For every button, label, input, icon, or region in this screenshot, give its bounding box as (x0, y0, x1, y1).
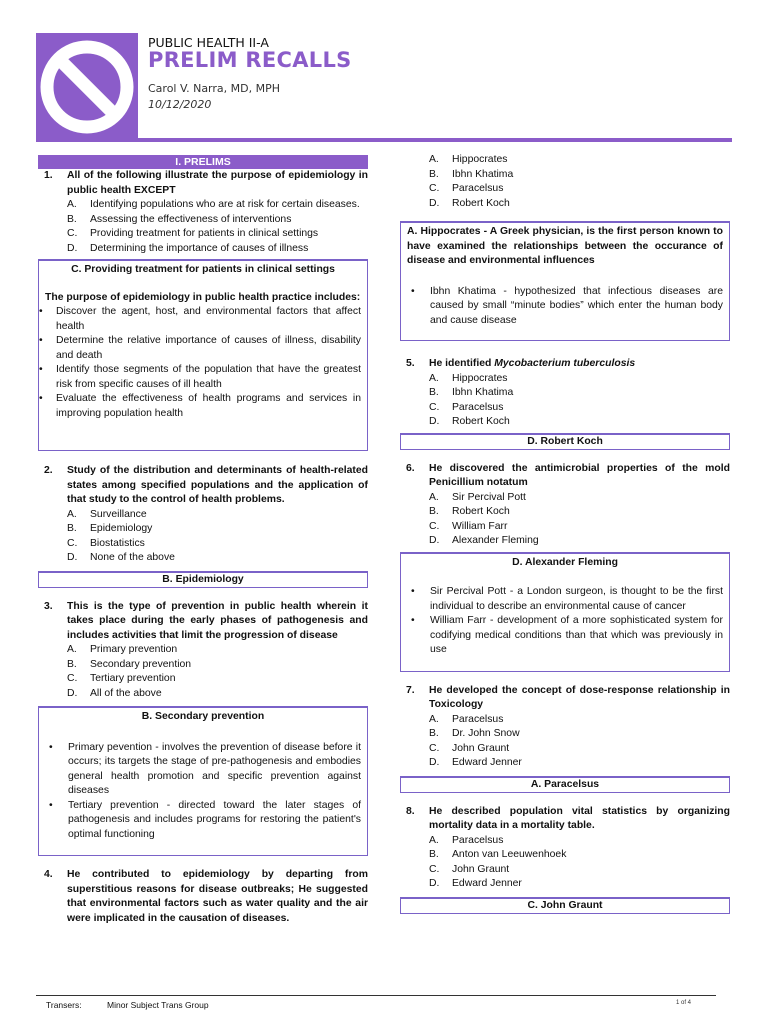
question-8: 8. He described population vital statistics by organizing mortality data in a mortality table. (400, 805, 730, 834)
footer-divider (36, 995, 716, 996)
option: B. Ibhn Khatima (429, 168, 514, 180)
question-text: He contributed to epidemiology by departing from superstitious reasons for disease outbreaks; He suggested that environmental factors such as water quality and the air were implicated in the causation of diseases. (67, 869, 368, 924)
bullet-item: • Ibhn Khatima - hypothesized that infectious diseases are caused by small “minute bodies” which enter the human body and cause disease (411, 285, 723, 326)
course-title: PUBLIC HEALTH II-A (148, 35, 269, 50)
options-2 (38, 508, 368, 566)
option: C. Paracelsus (429, 183, 504, 194)
options-8 (400, 834, 730, 892)
answer-text: A. Paracelsus (530, 778, 600, 790)
option: B. Assessing the effectiveness of interventions (67, 213, 292, 225)
option: A. Hippocrates (429, 372, 508, 384)
answer-box-8 (400, 897, 730, 914)
answer-text: D. Alexander Fleming (512, 556, 618, 568)
bullet-item: • Primary pevention - involves the prevention of disease before it occurs; its targets the stage of pre-pathogenesis and embodies general health promotion and specific prevention against diseases (49, 741, 361, 796)
options-7 (400, 713, 730, 771)
option: B. Ibhn Khatima (429, 387, 514, 398)
bullet-item: • Evaluate the effectiveness of health programs and services in improving population health (39, 393, 361, 419)
question-4: 4. He contributed to epidemiology by departing from superstitious reasons for disease outbreaks; He suggested that environmental factors such as water quality and the air were implicated in the causation of diseases. (38, 868, 368, 926)
bullet-item: • Sir Percival Pott - a London surgeon, is thought to be the first individual to describe an environmental cause of cancer (411, 586, 723, 612)
bullet-item: • Determine the relative importance of causes of illness, disability and death (39, 335, 361, 361)
question-5: 5. He identified Mycobacterium tuberculosis (400, 357, 730, 372)
question-text: All of the following illustrate the purpose of epidemiology in public health EXCEPT (67, 170, 368, 196)
question-text: He discovered the antimicrobial properties of the mold Penicillium notatum (429, 462, 730, 488)
option: D. All of the above (67, 687, 162, 699)
option: A. Paracelsus (429, 834, 504, 846)
option: C. John Graunt (429, 863, 510, 875)
answer-text: C. Providing treatment for patients in clinical settings (71, 264, 335, 275)
question-text: He described population vital statistics by organizing mortality data in a mortality table. (429, 805, 730, 831)
note-title: The purpose of epidemiology in public health practice includes: (45, 291, 361, 303)
answer-text: C. John Graunt (527, 899, 603, 911)
question-text: He identified Mycobacterium tuberculosis (429, 358, 636, 369)
option: D. Robert Koch (429, 197, 510, 209)
option: A. Hippocrates (429, 154, 508, 165)
option: D. Alexander Fleming (429, 535, 539, 546)
option: C. John Graunt (429, 742, 510, 754)
answer-text: B. Epidemiology (162, 573, 244, 585)
bullet-item: • Identify those segments of the population that have the greatest risk from specific causes of ill health (39, 364, 361, 390)
question-text: He developed the concept of dose-response relationship in Toxicology (429, 684, 730, 710)
option: B. Epidemiology (67, 523, 153, 534)
bullet-item: • Discover the agent, host, and environmental factors that affect health (39, 306, 361, 332)
question-3: 3. This is the type of prevention in public health wherein it takes place during the early phases of pathogenesis and includes activities that limit the progression of disease (38, 600, 368, 644)
option: A. Primary prevention (67, 644, 178, 655)
options-1 (38, 198, 368, 256)
option: A. Sir Percival Pott (429, 491, 526, 503)
page-title: PRELIM RECALLS (148, 48, 352, 72)
option: C. Paracelsus (429, 401, 504, 413)
section-header: I. PRELIMS (38, 155, 368, 169)
answer-box-7 (400, 776, 730, 793)
option: A. Identifying populations who are at risk for certain diseases. (67, 199, 360, 210)
header-divider (36, 138, 732, 142)
question-text: This is the type of prevention in public health wherein it takes place during the early phases of pathogenesis and includes activities that limit the progression of disease (67, 600, 368, 641)
bullet-item: • William Farr - development of a more sophisticated system for codifying medical conditions than that which was previously in use (411, 615, 723, 655)
answer-box-2 (38, 571, 368, 588)
option: C. Tertiary prevention (67, 673, 176, 684)
answer-box-5 (400, 433, 730, 450)
right-column (400, 150, 730, 914)
options-5 (400, 372, 730, 430)
footer-label: Transers: (46, 1000, 82, 1010)
question-7: 7. He developed the concept of dose-response relationship in Toxicology (400, 684, 730, 713)
option: A. Paracelsus (429, 713, 504, 725)
question-1: 1. All of the following illustrate the purpose of epidemiology in public health EXCEPT (38, 169, 368, 198)
bullet-item: • Tertiary prevention - directed toward the later stages of pathogenesis and includes programs for restoring the patient's optimal functioning (49, 799, 361, 840)
answer-text: D. Robert Koch (527, 435, 603, 447)
option: C. Biostatistics (67, 537, 145, 549)
option: D. None of the above (67, 552, 175, 563)
left-column (38, 150, 368, 926)
date: 10/12/2020 (148, 98, 212, 111)
option: D. Robert Koch (429, 416, 510, 427)
answer-box-1 (38, 259, 368, 451)
option: C. William Farr (429, 520, 508, 532)
page-number: 1 of 4 (676, 1000, 692, 1006)
answer-box-3 (38, 706, 368, 856)
answer-box-4 (400, 221, 730, 341)
option: B. Dr. John Snow (429, 728, 520, 739)
prohibited-sign-icon (36, 33, 138, 138)
answer-box-6 (400, 552, 730, 672)
options-3 (38, 643, 368, 701)
option: C. Providing treatment for patients in clinical settings (67, 228, 319, 239)
author: Carol V. Narra, MD, MPH (148, 82, 280, 95)
option: D. Edward Jenner (429, 757, 522, 768)
option: B. Secondary prevention (67, 658, 192, 670)
option: D. Edward Jenner (429, 878, 522, 889)
question-6: 6. He discovered the antimicrobial properties of the mold Penicillium notatum (400, 462, 730, 491)
option: D. Determining the importance of causes of illness (67, 242, 309, 254)
option: A. Surveillance (67, 508, 147, 520)
options-4 (400, 153, 730, 211)
option: B. Anton van Leeuwenhoek (429, 849, 567, 860)
answer-text: B. Secondary prevention (141, 711, 265, 722)
question-text: Study of the distribution and determinants of health-related states among specified populations and the application of that study to the control of health problems. (67, 465, 368, 505)
options-6 (400, 491, 730, 549)
answer-text: A. Hippocrates - A Greek physician, is the first person known to have examined the relationships between the occurance of disease and environmental influences (407, 226, 723, 266)
question-2: 2. Study of the distribution and determinants of health-related states among specified populations and the application of that study to the control of health problems. (38, 464, 368, 508)
option: B. Robert Koch (429, 506, 510, 517)
footer-group: Minor Subject Trans Group (107, 1000, 209, 1010)
